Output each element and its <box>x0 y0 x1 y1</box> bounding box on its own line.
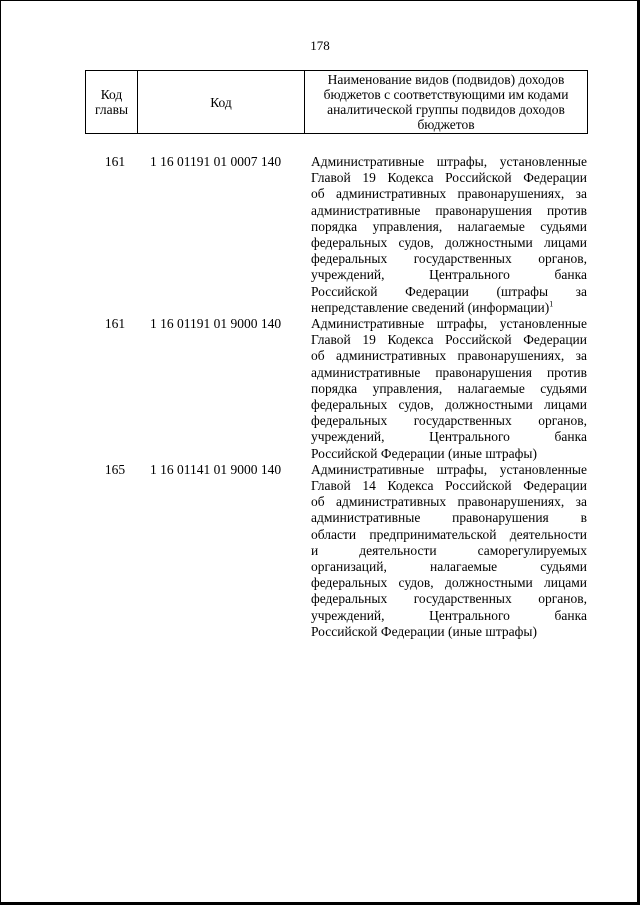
description-line-text: порядка управления, налагаемые судьями <box>311 218 587 234</box>
description-line <box>311 429 587 445</box>
description-line <box>311 543 587 559</box>
row-chapter-code: 161 <box>104 316 126 332</box>
description-line <box>311 494 587 510</box>
description-line-text: Главой 19 Кодекса Российской Федерации <box>311 170 587 186</box>
description-line <box>311 462 587 478</box>
description-line <box>311 575 587 591</box>
description-line-text: Российской Федерации (штрафы за <box>311 283 587 299</box>
description-line <box>311 219 587 235</box>
description-line-text: Административные штрафы, установленные <box>311 154 587 169</box>
description-line-text: Российской Федерации (иные штрафы) <box>311 623 537 639</box>
description-line-text: и деятельности саморегулируемых <box>311 542 587 558</box>
description-line <box>311 332 587 348</box>
description-line-text: федеральных государственных органов, <box>311 251 587 267</box>
description-line-text: административные правонарушения против <box>311 202 587 218</box>
row-chapter-code: 161 <box>104 154 126 169</box>
description-line-text: учреждений, Центрального банка <box>311 429 587 445</box>
header-name: Наименование видов (подвидов) доходов бюджетов с соответствующими им кодами аналитической группы подвидов доходов бюджетов <box>305 71 588 134</box>
description-line <box>311 284 587 300</box>
table-row <box>85 154 587 316</box>
table-body <box>85 154 587 640</box>
row-code: 1 16 01191 01 9000 140 <box>150 316 282 332</box>
description-line-text: Главой 19 Кодекса Российской Федерации <box>311 332 587 348</box>
description-line-text: Административные штрафы, установленные <box>311 316 587 332</box>
description-line-text: области предпринимательской деятельности <box>311 526 587 542</box>
description-line <box>311 527 587 543</box>
description-line-text: организаций, налагаемые судьями <box>311 559 587 575</box>
description-line <box>311 154 587 170</box>
description-line-text: федеральных судов, должностными лицами <box>311 235 587 251</box>
row-description <box>311 462 587 640</box>
description-line-text: Главой 14 Кодекса Российской Федерации <box>311 478 587 494</box>
description-line-text: порядка управления, налагаемые судьями <box>311 380 587 396</box>
table-row <box>85 316 587 462</box>
row-chapter-code: 165 <box>104 461 126 477</box>
description-line-text: федеральных государственных органов, <box>311 591 587 607</box>
description-line-text: Российской Федерации (иные штрафы) <box>311 445 537 461</box>
row-code: 1 16 01191 01 0007 140 <box>150 154 282 169</box>
description-line <box>311 510 587 526</box>
description-line-text: федеральных судов, должностными лицами <box>311 575 587 591</box>
description-line-text: об административных правонарушениях, за <box>311 348 587 364</box>
description-line <box>311 446 587 462</box>
table-header <box>85 70 588 134</box>
description-line <box>311 559 587 575</box>
description-line <box>311 235 587 251</box>
header-chapter-code: Код главы <box>86 71 138 134</box>
description-line-text: учреждений, Центрального банка <box>311 267 587 283</box>
description-line <box>311 608 587 624</box>
description-line <box>311 397 587 413</box>
description-line-text: федеральных государственных органов, <box>311 413 587 429</box>
row-description <box>311 154 587 316</box>
description-line <box>311 300 587 316</box>
description-line-text: административные правонарушения в <box>311 510 587 526</box>
description-line <box>311 186 587 202</box>
description-line-text: федеральных судов, должностными лицами <box>311 397 587 413</box>
description-line <box>311 251 587 267</box>
description-line <box>311 267 587 283</box>
description-line-text: учреждений, Центрального банка <box>311 607 587 623</box>
description-line <box>311 381 587 397</box>
description-line-text: непредставление сведений (информации) <box>311 299 550 315</box>
description-line-text: об административных правонарушениях, за <box>311 186 587 202</box>
description-line <box>311 203 587 219</box>
row-code: 1 16 01141 01 9000 140 <box>150 461 282 477</box>
description-line <box>311 316 587 332</box>
description-line <box>311 413 587 429</box>
description-line <box>311 591 587 607</box>
description-line <box>311 624 587 640</box>
description-line <box>311 170 587 186</box>
header-code: Код <box>138 71 305 134</box>
page-number: 178 <box>310 38 330 53</box>
description-line-text: об административных правонарушениях, за <box>311 494 587 510</box>
row-description <box>311 316 587 462</box>
description-line <box>311 365 587 381</box>
description-line-text: Административные штрафы, установленные <box>311 461 587 477</box>
footnote-marker: 1 <box>549 299 554 309</box>
description-line-text: административные правонарушения против <box>311 364 587 380</box>
description-line <box>311 478 587 494</box>
description-line <box>311 348 587 364</box>
table-row <box>85 462 587 640</box>
